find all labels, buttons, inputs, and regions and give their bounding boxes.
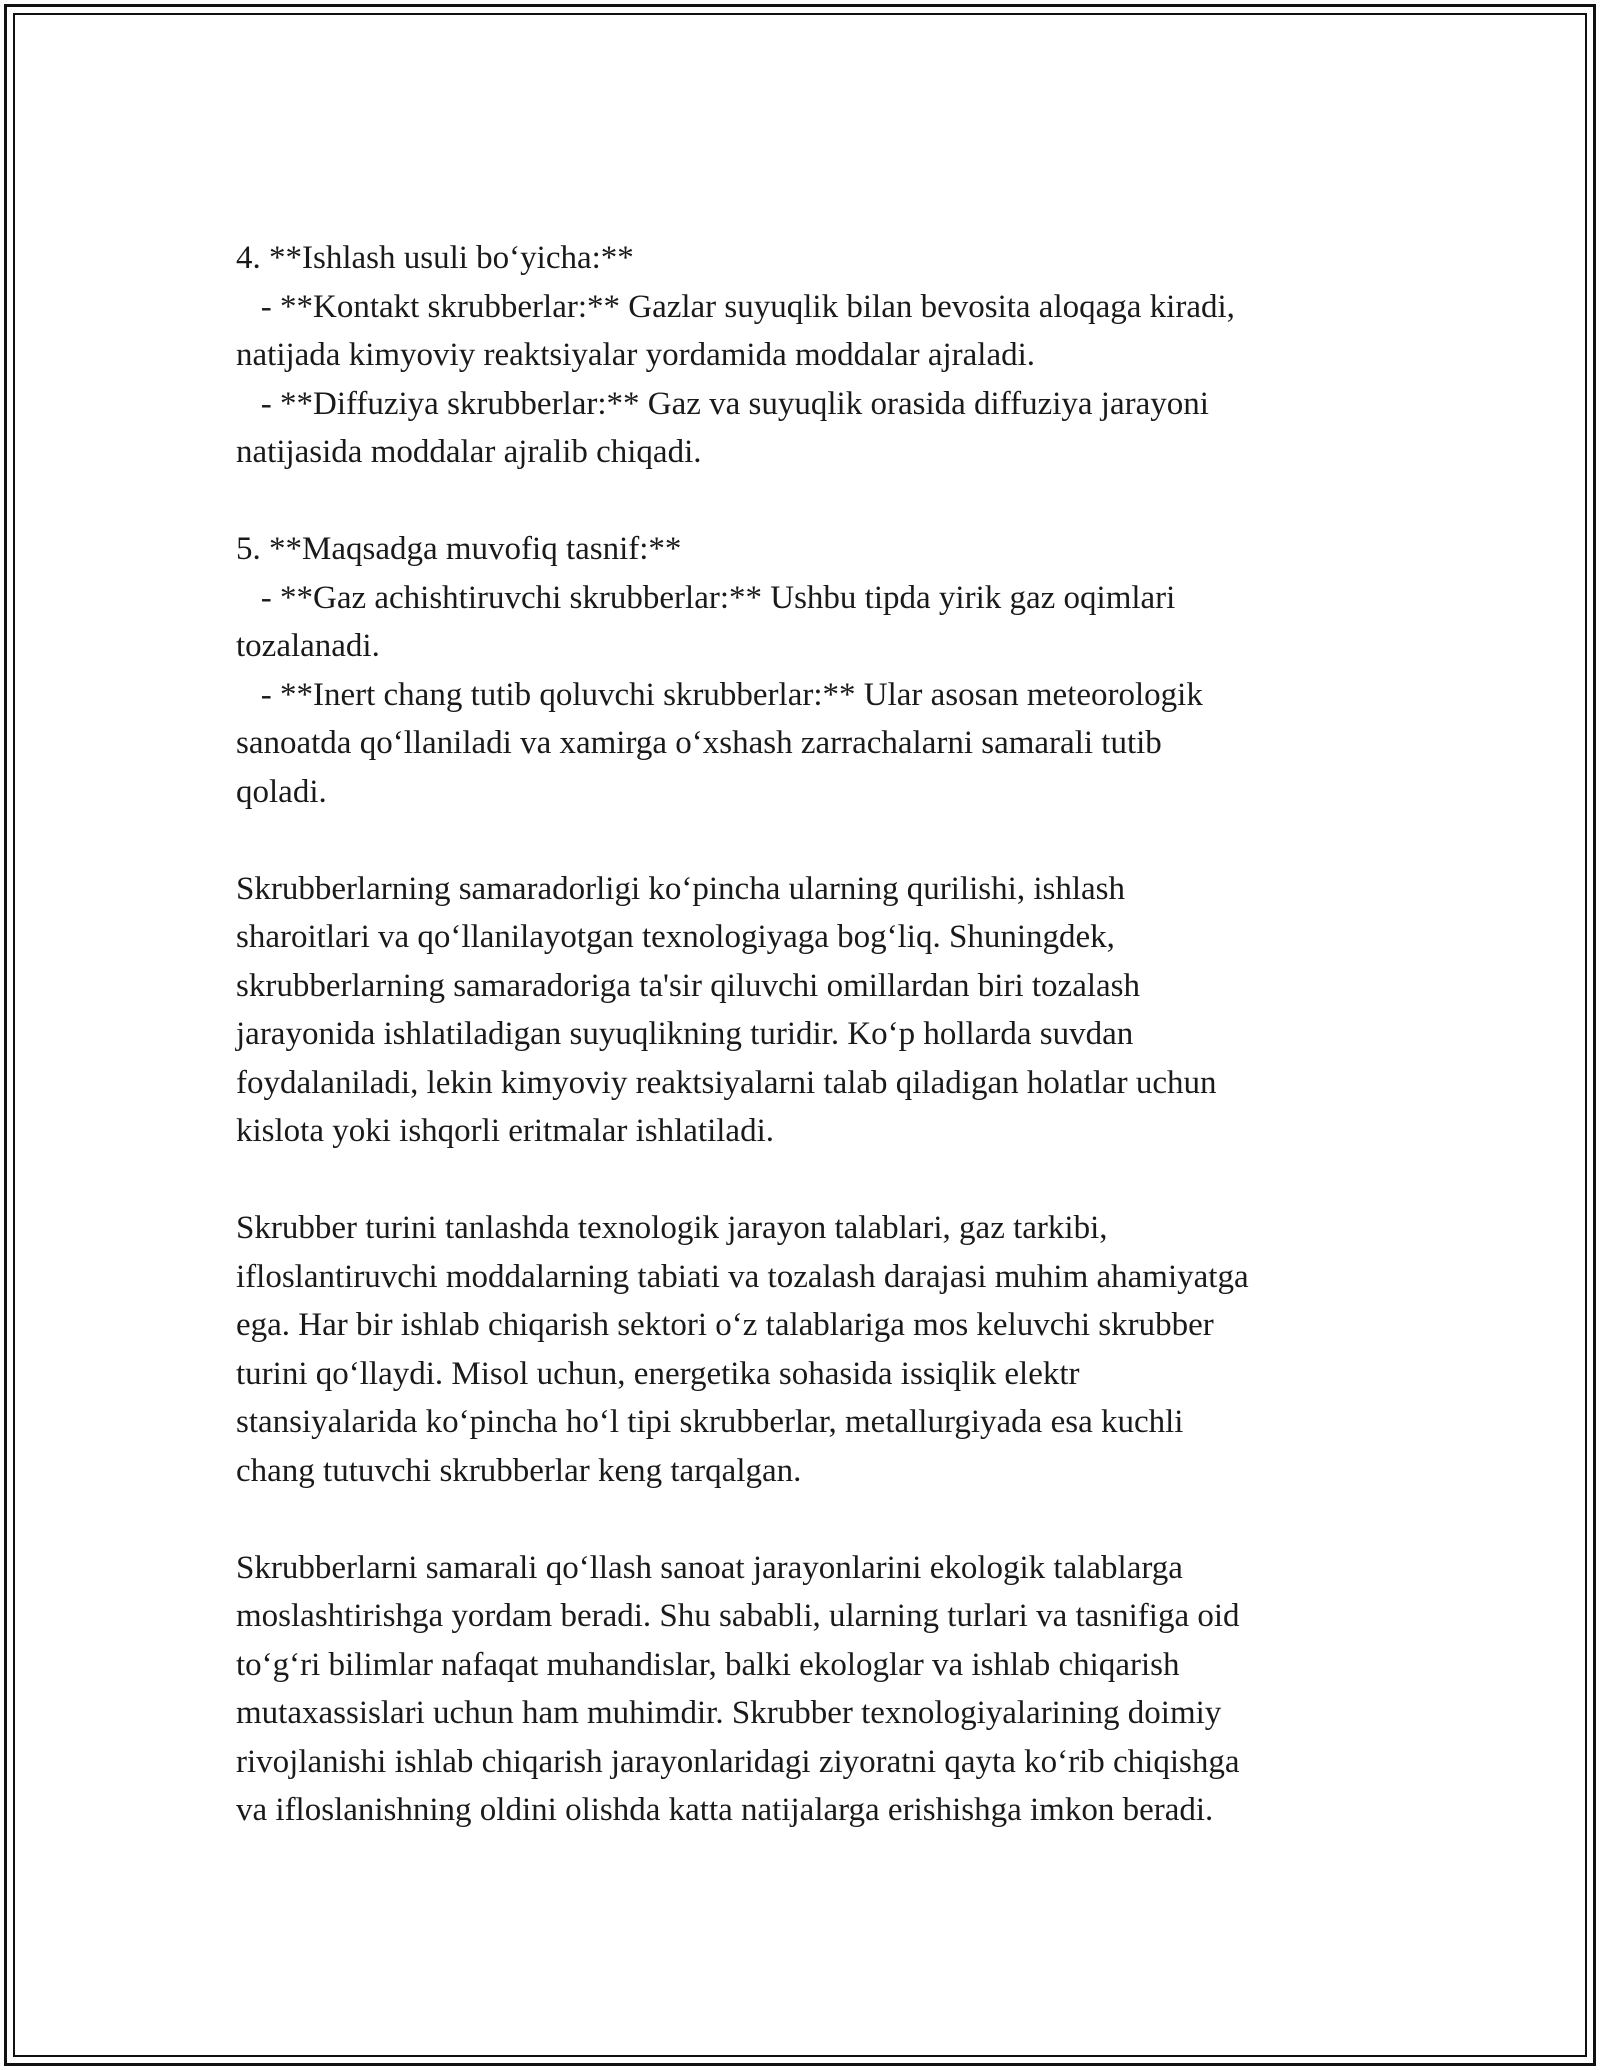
section-working-method [236,234,1376,477]
section-purpose-classification [236,525,1376,816]
list-item-continuation: natijasida moddalar ajralib chiqadi. [236,434,702,470]
paragraph-line: foydalaniladi, lekin kimyoviy reaktsiyalarni talab qiladigan holatlar uchun [236,1064,1217,1101]
paragraph-line: mutaxassislari uchun ham muhimdir. Skrubber texnologiyalarining doimiy [236,1695,1222,1731]
paragraph-line: sharoitlari va qo‘llanilayotgan texnologiyaga bog‘liq. Shuningdek, [236,919,1115,955]
paragraph-spacer [236,816,1376,865]
list-item-continuation: qoladi. [236,773,327,810]
paragraph-spacer [236,477,1376,526]
section-heading: 5. **Maqsadga muvofiq tasnif:** [236,531,682,567]
paragraph-spacer [236,1495,1376,1544]
paragraph-conclusion [236,1544,1376,1835]
document-body [236,234,1376,1835]
list-item-continuation: tozalanadi. [236,628,380,664]
paragraph-line: ifloslantiruvchi moddalarning tabiati va tozalash darajasi muhim ahamiyatga [236,1258,1249,1295]
paragraph-line: Skrubber turini tanlashda texnologik jarayon talablari, gaz tarkibi, [236,1210,1108,1246]
list-item: - **Kontakt skrubberlar:** Gazlar suyuqlik bilan bevosita aloqaga kiradi, [236,288,1235,325]
section-heading: 4. **Ishlash usuli bo‘yicha:** [236,240,634,276]
list-item-continuation: sanoatda qo‘llaniladi va xamirga o‘xshash zarrachalarni samarali tutib [236,725,1162,761]
paragraph-line: chang tutuvchi skrubberlar keng tarqalgan. [236,1452,802,1489]
paragraph-line: Skrubberlarni samarali qo‘llash sanoat jarayonlarini ekologik talablarga [236,1549,1183,1586]
list-item: - **Gaz achishtiruvchi skrubberlar:** Ushbu tipda yirik gaz oqimlari [236,579,1176,616]
list-item-continuation: natijada kimyoviy reaktsiyalar yordamida moddalar ajraladi. [236,337,1036,373]
paragraph-line: Skrubberlarning samaradorligi ko‘pincha ularning qurilishi, ishlash [236,870,1125,907]
paragraph-line: stansiyalarida ko‘pincha ho‘l tipi skrubberlar, metallurgiyada esa kuchli [236,1404,1184,1440]
paragraph-line: to‘g‘ri bilimlar nafaqat muhandislar, balki ekologlar va ishlab chiqarish [236,1646,1180,1683]
paragraph-efficiency [236,865,1376,1156]
paragraph-line: rivojlanishi ishlab chiqarish jarayonlaridagi ziyoratni qayta ko‘rib chiqishga [236,1743,1240,1780]
paragraph-line: jarayonida ishlatiladigan suyuqlikning turidir. Ko‘p hollarda suvdan [236,1016,1134,1052]
paragraph-spacer [236,1156,1376,1205]
paragraph-line: va ifloslanishning oldini olishda katta natijalarga erishishga imkon beradi. [236,1792,1214,1828]
paragraph-line: ega. Har bir ishlab chiqarish sektori o‘z talablariga mos keluvchi skrubber [236,1307,1214,1343]
paragraph-line: kislota yoki ishqorli eritmalar ishlatiladi. [236,1113,774,1149]
paragraph-line: turini qo‘llaydi. Misol uchun, energetika sohasida issiqlik elektr [236,1355,1080,1392]
list-item: - **Inert chang tutib qoluvchi skrubberlar:** Ular asosan meteorologik [236,676,1203,713]
paragraph-selection [236,1204,1376,1495]
paragraph-line: moslashtirishga yordam beradi. Shu sababli, ularning turlari va tasnifiga oid [236,1598,1240,1634]
paragraph-line: skrubberlarning samaradoriga ta'sir qiluvchi omillardan biri tozalash [236,967,1141,1004]
list-item: - **Diffuziya skrubberlar:** Gaz va suyuqlik orasida diffuziya jarayoni [236,385,1209,422]
